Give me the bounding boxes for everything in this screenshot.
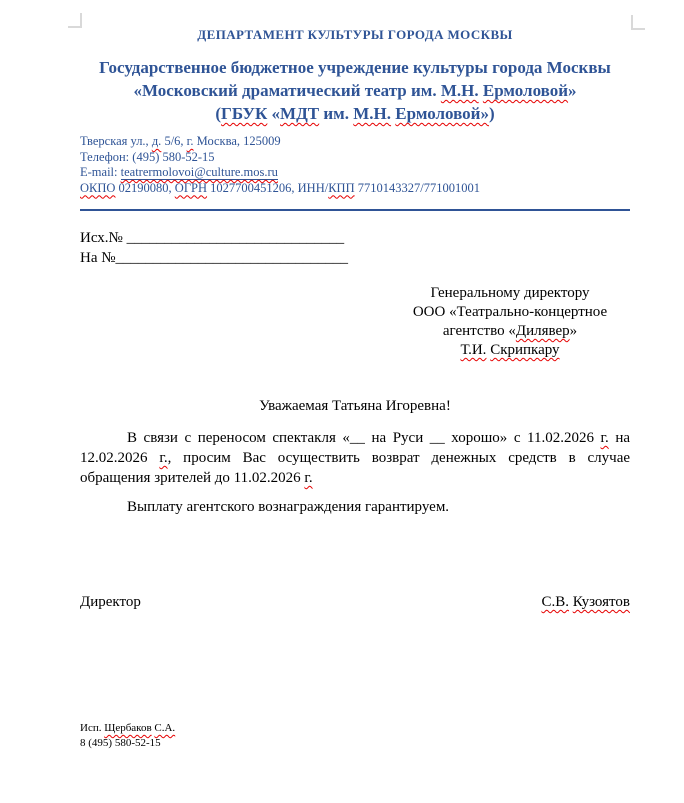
text-segment: Скрипкару [490, 342, 560, 358]
text-segment: ) [488, 104, 495, 123]
text-segment: г. [159, 450, 168, 466]
text-segment: Москва, 125009 [193, 134, 281, 148]
signature-name [541, 594, 630, 611]
text-segment: Государственное бюджетное учреждение культуры города Москвы [99, 58, 611, 77]
text-segment: г. [304, 470, 313, 486]
organization-name-block [80, 56, 630, 125]
text-segment: ОКПО [80, 180, 116, 195]
organization-name-line [80, 79, 630, 102]
text-segment: 02190080, [115, 180, 175, 195]
department-heading: ДЕПАРТАМЕНТ КУЛЬТУРЫ ГОРОДА МОСКВЫ [197, 27, 513, 42]
text-segment: г. [186, 134, 194, 148]
executor-block [80, 721, 630, 751]
text-segment: им. [319, 104, 354, 123]
email-link[interactable]: teatrermolovoi@culture.mos.ru [120, 165, 278, 179]
incoming-number-line: На №_______________________________ [80, 250, 349, 266]
text-segment: Исп. [80, 722, 105, 734]
body-paragraph: Выплату агентского вознаграждения гарантируем. [127, 499, 450, 515]
margin-crop-mark-top-left [68, 13, 82, 28]
reference-numbers-block [80, 228, 630, 268]
text-segment: «Московский драматический театр им. [133, 81, 441, 100]
text-segment: E-mail: [80, 165, 121, 179]
text-segment: 5/6, [161, 134, 187, 148]
text-segment: Тверская ул., [80, 134, 152, 148]
text-segment: , просим Вас осуществить возврат денежных средств в случае обращения зрителей до 11.02.2026 [80, 450, 631, 486]
text-segment: Генеральному директору [430, 285, 590, 301]
text-segment: МДТ [280, 104, 320, 123]
text-segment: Щербаков [104, 722, 152, 734]
text-segment: ОГРН [174, 180, 208, 195]
contact-block [80, 134, 630, 196]
text-segment: ГБУК [221, 104, 268, 123]
recipient-line [390, 322, 630, 341]
salutation: Уважаемая Татьяна Игоревна! [259, 398, 451, 414]
email-line [80, 165, 630, 181]
text-segment: М.Н. [440, 81, 479, 100]
recipient-line [390, 303, 630, 322]
letterhead-divider-line [80, 209, 630, 211]
text-segment: на 12.02.2026 [80, 430, 630, 466]
text-segment: Ермоловой» [395, 104, 489, 123]
text-segment: С.А. [154, 722, 176, 734]
text-segment: ООО «Театрально-концертное [412, 304, 608, 320]
recipient-line [390, 341, 630, 360]
text-segment: С.В. [541, 594, 569, 610]
text-segment: г. [600, 430, 609, 446]
text-segment: 7710143327/771001001 [354, 180, 480, 195]
margin-crop-mark-top-right [631, 15, 645, 30]
executor-name-line [80, 721, 630, 736]
text-segment: » [568, 81, 577, 100]
text-segment: агентство « [442, 323, 516, 339]
text-segment: » [569, 323, 578, 339]
text-segment: КПП [328, 180, 355, 195]
recipient-block [390, 284, 630, 360]
signature-role: Директор [80, 594, 141, 610]
text-segment: В связи с переносом спектакля «__ на Руси __ хорошо» с 11.02.2026 [127, 430, 601, 446]
text-segment: 1027700451206, ИНН/ [207, 180, 329, 195]
text-segment: « [267, 104, 281, 123]
text-segment: Телефон: (495) 580-52-15 [80, 149, 215, 164]
text-segment: Т.И. [460, 342, 487, 358]
text-segment: ( [215, 104, 222, 123]
text-segment: Кузоятов [572, 594, 630, 610]
text-segment: Ермоловой [482, 81, 569, 100]
organization-name-line [80, 102, 630, 125]
body-paragraph [80, 428, 630, 488]
recipient-line [390, 284, 630, 303]
text-segment: Дилявер [515, 323, 570, 339]
signature-row [80, 594, 630, 611]
text-segment: д. [151, 134, 162, 148]
registration-codes-line [80, 181, 630, 197]
outgoing-number-line: Исх.№ _____________________________ [80, 230, 345, 246]
executor-phone-line: 8 (495) 580-52-15 [80, 737, 161, 749]
phone-line [80, 150, 630, 166]
address-line [80, 134, 630, 150]
text-segment: М.Н. [353, 104, 392, 123]
organization-name-line [80, 56, 630, 79]
